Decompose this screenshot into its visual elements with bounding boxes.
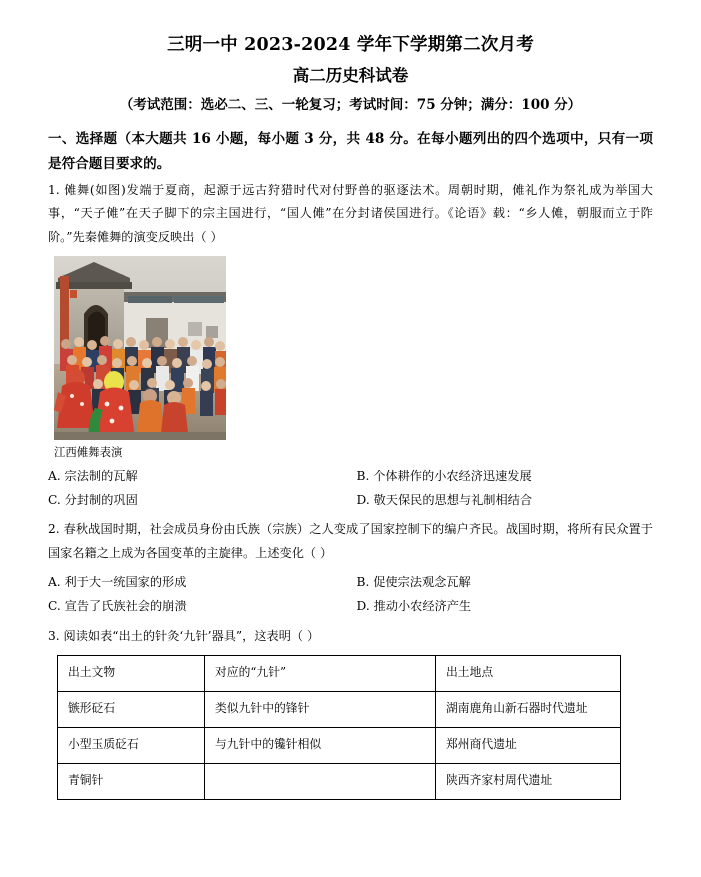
page-subtitle: 高二历史科试卷 xyxy=(292,65,409,85)
table-header-cell: 出土地点 xyxy=(436,655,621,691)
table-row xyxy=(58,727,621,763)
question-1-figure xyxy=(54,256,653,464)
option-row xyxy=(48,594,653,618)
table-header-row xyxy=(58,655,621,691)
table-header-cell: 对应的“九针” xyxy=(205,655,436,691)
option-d[interactable]: D. 敬天保民的思想与礼制相结合 xyxy=(356,493,533,507)
question-2-options xyxy=(48,570,653,619)
table-cell-site: 陕西齐家村周代遗址 xyxy=(436,763,621,799)
table-cell-needle xyxy=(205,763,436,799)
table-cell-needle: 类似九针中的锋针 xyxy=(205,691,436,727)
table-cell-artifact: 镞形砭石 xyxy=(58,691,205,727)
nuo-dance-performance-photo xyxy=(54,256,226,440)
table-cell-site: 郑州商代遗址 xyxy=(436,727,621,763)
option-row xyxy=(48,488,653,512)
exam-meta-line: （考试范围：选必二、三、一轮复习；考试时间：75 分钟；满分：100 分） xyxy=(119,96,582,113)
question-2 xyxy=(48,518,653,618)
table-cell-artifact: 小型玉质砭石 xyxy=(58,727,205,763)
figure-caption: 江西傩舞表演 xyxy=(54,444,123,459)
option-d[interactable]: D. 推动小农经济产生 xyxy=(356,599,472,614)
question-3 xyxy=(48,625,653,800)
table-cell-needle: 与九针中的镵针相似 xyxy=(205,727,436,763)
option-row xyxy=(48,570,653,594)
table-cell-site: 湖南鹿角山新石器时代遗址 xyxy=(436,691,621,727)
question-3-stem: 3. 阅读如表“出土的针灸‘九针’器具”，这表明（ ） xyxy=(48,628,320,643)
table-header-cell: 出土文物 xyxy=(58,655,205,691)
acupuncture-artifacts-table xyxy=(57,655,621,800)
question-1-stem: 1. 傩舞(如图)发端于夏商，起源于远古狩猎时代对付野兽的驱逐法术。周朝时期，傩礼作为祭礼成为举国大事，“天子傩”在天子脚下的宗主国进行，“国人傩”在分封诸侯国进行。《论语》载：“乡人傩，朝服而立于阼阶。”先秦傩舞的演变反映出（ ） xyxy=(48,182,653,245)
option-c[interactable]: C. 分封制的巩固 xyxy=(48,493,138,507)
option-a[interactable]: A. 利于大一统国家的形成 xyxy=(48,574,187,589)
table-cell-artifact: 青铜针 xyxy=(58,763,205,799)
section-heading: 一、选择题（本大题共 16 小题，每小题 3 分，共 48 分。在每小题列出的四个选项中，只有一项是符合题目要求的。 xyxy=(48,131,653,172)
table-row xyxy=(58,763,621,799)
question-1-options xyxy=(48,464,653,513)
page-title: 三明一中 2023-2024 学年下学期第二次月考 xyxy=(167,35,534,55)
question-1 xyxy=(48,179,653,513)
option-b[interactable]: B. 个体耕作的小农经济迅速发展 xyxy=(356,468,532,483)
option-c[interactable]: C. 宣告了氏族社会的崩溃 xyxy=(48,599,187,614)
question-2-stem: 2. 春秋战国时期，社会成员身份由氏族（宗族）之人变成了国家控制下的编户齐民。战国时期，将所有民众置于国家名籍之上成为各国变革的主旋律。上述变化（ ） xyxy=(48,522,653,561)
question-3-table-wrapper xyxy=(57,655,653,800)
option-b[interactable]: B. 促使宗法观念瓦解 xyxy=(356,574,471,589)
document-header xyxy=(48,34,653,114)
option-a[interactable]: A. 宗法制的瓦解 xyxy=(48,468,138,483)
table-row xyxy=(58,691,621,727)
option-row xyxy=(48,464,653,488)
page-content xyxy=(48,34,653,802)
